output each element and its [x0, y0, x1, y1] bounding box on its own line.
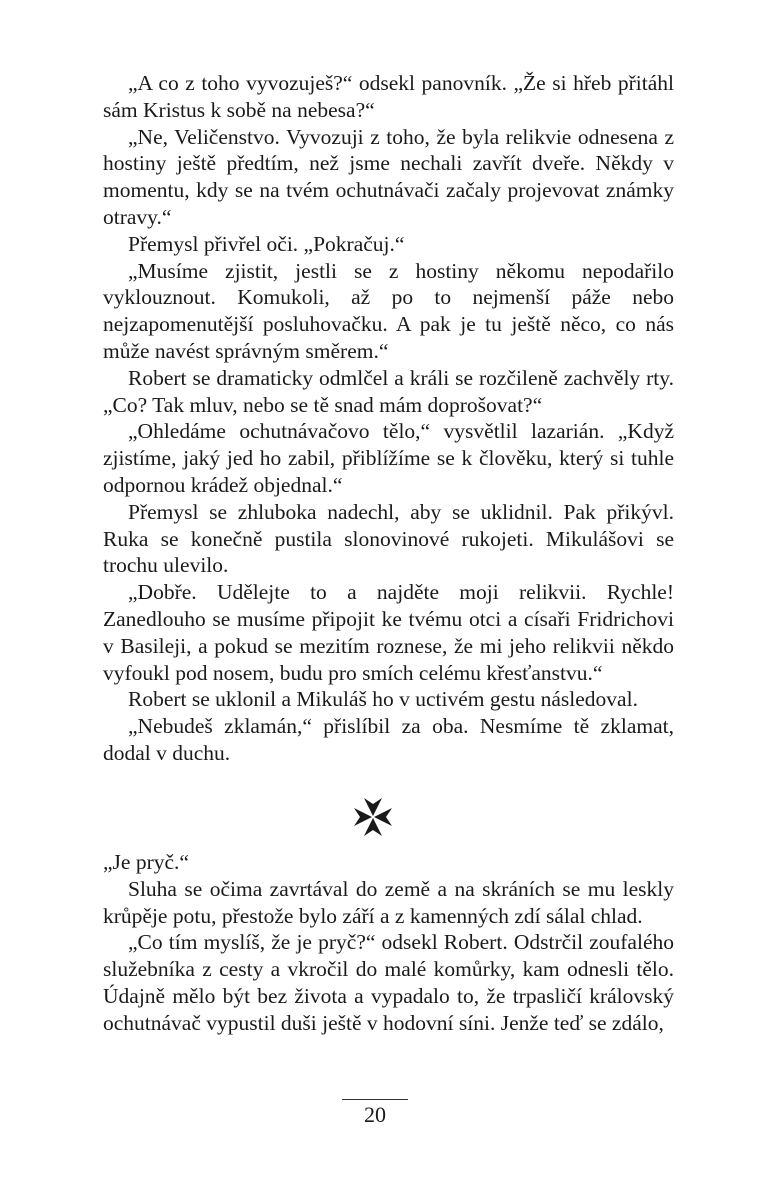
paragraph: Robert se dramaticky odmlčel a králi se rozčileně zachvěly rty. „Co? Tak mluv, nebo se tě snad mám doprošovat?“ — [103, 365, 674, 417]
paragraph: „Dobře. Udělejte to a najděte moji relikvii. Rychle! Zanedlouho se musíme připojit ke tvému otci a císaři Fridrichovi v Basileji, a pokud se mezitím roznese, že mi jeho relikvii někdo vyfoukl pod nosem, budu pro smích celému křesťanstvu.“ — [103, 580, 674, 685]
text-section-top — [103, 70, 674, 767]
paragraph: Robert se uklonil a Mikuláš ho v uctivém gestu následoval. — [128, 687, 638, 712]
paragraph: Přemysl přivřel oči. „Pokračuj.“ — [128, 231, 405, 256]
paragraph: „A co z toho vyvozuješ?“ odsekl panovník. „Že si hřeb přitáhl sám Kristus k sobě na nebesa?“ — [103, 71, 674, 122]
text-section-bottom — [103, 849, 674, 1037]
paragraph: „Je pryč.“ — [103, 850, 189, 874]
paragraph: „Ohledáme ochutnávačovo tělo,“ vysvětlil lazarián. „Když zjistíme, jaký jed ho zabil, přiblížíme se k člověku, který si tuhle odpornou krádež objednal.“ — [103, 419, 674, 497]
page-number: 20 — [364, 1102, 386, 1127]
paragraph: Sluha se očima zavrtával do země a na skráních se mu leskly krůpěje potu, přestože bylo září a z kamenných zdí sálal chlad. — [103, 876, 674, 928]
paragraph: Přemysl se zhluboka nadechl, aby se uklidnil. Pak přikývl. Ruka se konečně pustila slonovinové rukojeti. Mikulášovi se trochu ulevilo. — [103, 499, 674, 578]
paragraph: „Ne, Veličenstvo. Vyvozuji z toho, že byla relikvie odnesena z hostiny ještě předtím, než jsme nechali zavřít dveře. Někdy v momentu, kdy se na tvém ochutnávači začaly projevovat známky otravy.“ — [103, 124, 674, 229]
paragraph: „Musíme zjistit, jestli se z hostiny někomu nepodařilo vyklouznout. Komukoli, až po to nejmenší páže nebo nejzapomenutější posluhovačku. A pak je tu ještě něco, co nás může navést správným směrem.“ — [103, 258, 674, 363]
footer-divider — [342, 1099, 408, 1100]
paragraph: „Co tím myslíš, že je pryč?“ odsekl Robert. Odstrčil zoufalého služebníka z cesty a vkročil do malé komůrky, kam odnesli tělo. Údajně mělo být bez života a vypadalo to, že trpasličí královský ochutnávač vypustil duši ještě v hodovní síni. Jenže teď se zdálo, — [103, 930, 674, 1035]
maltese-cross-icon — [351, 795, 395, 839]
paragraph: „Nebudeš zklamán,“ přislíbil za oba. Nesmíme tě zklamat, dodal v duchu. — [103, 714, 674, 765]
